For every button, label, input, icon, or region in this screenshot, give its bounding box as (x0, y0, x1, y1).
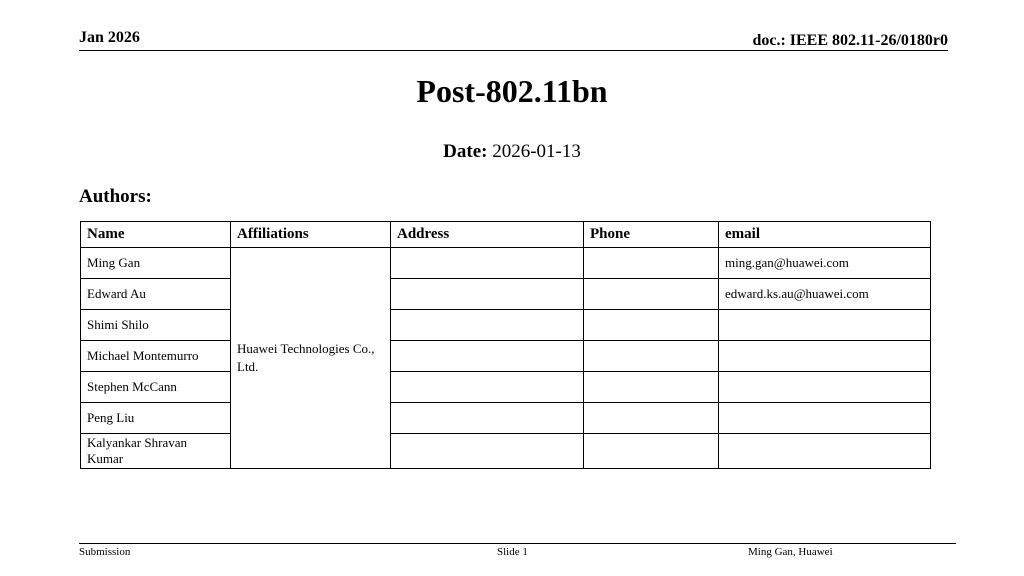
author-name: Stephen McCann (81, 372, 231, 403)
author-phone (584, 372, 719, 403)
table-header-row (81, 222, 931, 248)
column-header-name: Name (81, 222, 231, 248)
footer-divider (79, 543, 956, 544)
author-name: Kalyankar Shravan Kumar (81, 434, 231, 469)
author-name: Edward Au (81, 279, 231, 310)
author-address (391, 372, 584, 403)
author-phone (584, 279, 719, 310)
author-name: Ming Gan (81, 248, 231, 279)
author-phone (584, 310, 719, 341)
author-email: edward.ks.au@huawei.com (719, 279, 931, 310)
table-row (81, 434, 931, 469)
table-row (81, 248, 931, 279)
column-header-affiliations: Affiliations (231, 222, 391, 248)
author-email (719, 434, 931, 469)
author-email (719, 341, 931, 372)
date-label: Date: (443, 141, 488, 162)
author-name: Michael Montemurro (81, 341, 231, 372)
column-header-address: Address (391, 222, 584, 248)
header-divider (79, 50, 948, 51)
column-header-email: email (719, 222, 931, 248)
author-name: Shimi Shilo (81, 310, 231, 341)
date-value: 2026-01-13 (492, 141, 581, 162)
author-address (391, 434, 584, 469)
author-email (719, 403, 931, 434)
table-row (81, 403, 931, 434)
author-address (391, 341, 584, 372)
authors-table (80, 221, 931, 469)
table-row (81, 372, 931, 403)
date-line (0, 141, 1024, 163)
author-email: ming.gan@huawei.com (719, 248, 931, 279)
header-doc-id: doc.: IEEE 802.11-26/0180r0 (752, 32, 948, 49)
author-email (719, 372, 931, 403)
author-affiliation: Huawei Technologies Co., Ltd. (231, 248, 391, 469)
author-address (391, 403, 584, 434)
header-date: Jan 2026 (79, 29, 140, 46)
author-name: Peng Liu (81, 403, 231, 434)
author-phone (584, 403, 719, 434)
footer-author: Ming Gan, Huawei (748, 546, 833, 558)
table-row (81, 341, 931, 372)
author-address (391, 310, 584, 341)
author-address (391, 279, 584, 310)
table-row (81, 279, 931, 310)
author-phone (584, 341, 719, 372)
slide-title: Post-802.11bn (416, 73, 608, 109)
authors-heading: Authors: (79, 186, 152, 207)
author-email (719, 310, 931, 341)
author-phone (584, 248, 719, 279)
footer-submission: Submission (79, 546, 131, 558)
table-row (81, 310, 931, 341)
column-header-phone: Phone (584, 222, 719, 248)
author-phone (584, 434, 719, 469)
footer-slide-number: Slide 1 (497, 546, 528, 558)
author-address (391, 248, 584, 279)
